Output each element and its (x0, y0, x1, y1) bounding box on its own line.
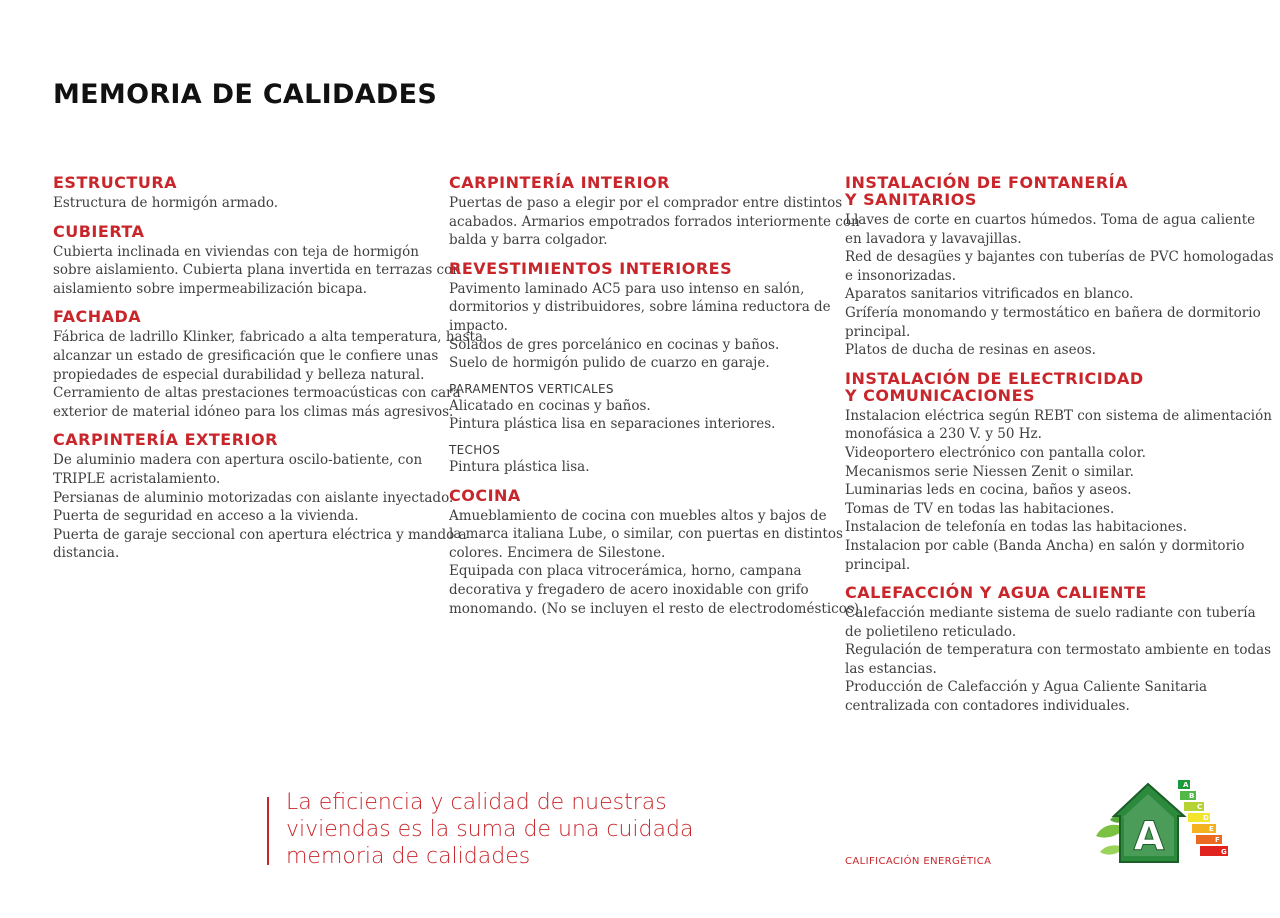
subsection-heading: PARAMENTOS VERTICALES (449, 381, 614, 396)
scale-letter: B (1189, 792, 1195, 800)
section-line: Red de desagües y bajantes con tuberías de PVC homologadas (845, 249, 1274, 266)
quote-divider (267, 797, 269, 865)
section-line: Luminarias leds en cocina, baños y aseos. (845, 482, 1132, 499)
section-line: Amueblamiento de cocina con muebles altos y bajos de (449, 507, 827, 524)
scale-letter: E (1209, 825, 1214, 833)
section-line: Calefacción mediante sistema de suelo radiante con tubería (845, 605, 1256, 622)
quote-line: viviendas es la suma de una cuidada (286, 817, 694, 842)
section-heading: CARPINTERÍA INTERIOR (449, 173, 670, 192)
quote-line: La eficiencia y calidad de nuestras (286, 790, 667, 815)
section-line: Estructura de hormigón armado. (53, 195, 279, 211)
section-electricidad (845, 368, 1272, 574)
section-line: acabados. Armarios empotrados forrados interiormente con (449, 213, 860, 230)
section-line: impacto. (449, 317, 508, 334)
section-line: monomando. (No se incluyen el resto de electrodomésticos). (449, 600, 864, 617)
subsection-heading: TECHOS (449, 442, 501, 457)
section-line: Cerramiento de altas prestaciones termoacústicas con cara (53, 385, 461, 402)
section-line: Equipada con placa vitrocerámica, horno, campana (449, 563, 802, 580)
section-line: monofásica a 230 V. y 50 Hz. (845, 426, 1042, 443)
section-line: Videoportero electrónico con pantalla color. (845, 444, 1146, 461)
column-2 (449, 173, 864, 628)
section-heading: ESTRUCTURA (53, 173, 178, 192)
section-line: de polietileno reticulado. (845, 623, 1017, 640)
section-line: la marca italiana Lube, o similar, con puertas en distintos (449, 526, 843, 543)
section-heading: FACHADA (53, 307, 142, 327)
tagline-quote (286, 789, 693, 870)
section-line: Puertas de paso a elegir por el comprador entre distintos (449, 195, 843, 211)
section-line: Pavimento laminado AC5 para uso intenso en salón, (449, 280, 805, 297)
section-line: distancia. (53, 545, 120, 562)
section-line: Fábrica de ladrillo Klinker, fabricado a alta temperatura, hasta (53, 329, 484, 346)
section-line: Instalacion eléctrica según REBT con sistema de alimentación (845, 407, 1272, 424)
section-line: Aparatos sanitarios vitrificados en blanco. (845, 286, 1134, 303)
section-heading: CUBIERTA (53, 221, 145, 241)
section-line: Puerta de garaje seccional con apertura eléctrica y mando a (53, 526, 467, 543)
column-3 (845, 173, 1274, 726)
quote-line: memoria de calidades (286, 844, 531, 869)
section-line: Grífería monomando y termostático en bañera de dormitorio (845, 304, 1261, 321)
scale-letter: G (1221, 848, 1227, 856)
section-line: Cubierta inclinada en viviendas con teja de hormigón (53, 243, 419, 260)
section-heading: Y SANITARIOS (845, 190, 977, 209)
section-line: principal. (845, 323, 911, 340)
section-cocina (449, 485, 864, 619)
section-line: Solados de gres porcelánico en cocinas y baños. (449, 336, 780, 353)
scale-letter: A (1183, 781, 1189, 789)
section-line: TRIPLE acristalamiento. (53, 470, 221, 487)
section-line: Pintura plástica lisa en separaciones interiores. (449, 416, 776, 433)
section-carpinteria-exterior (53, 430, 467, 563)
section-line: Producción de Calefacción y Agua Caliente Sanitaria (845, 679, 1208, 696)
section-line: Puerta de seguridad en acceso a la vivienda. (53, 508, 359, 525)
section-line: propiedades de especial durabilidad y belleza natural. (53, 366, 425, 383)
section-line: e insonorizadas. (845, 267, 957, 284)
section-line: en lavadora y lavavajillas. (845, 230, 1022, 247)
scale-letter: D (1203, 814, 1209, 822)
section-heading: COCINA (449, 485, 521, 505)
scale-letter: F (1215, 836, 1220, 844)
section-heading: INSTALACIÓN DE FONTANERÍA (845, 173, 1128, 192)
section-line: Regulación de temperatura con termostato ambiente en todas (845, 642, 1272, 659)
section-line: alcanzar un estado de gresificación que le confiere unas (53, 347, 439, 364)
section-revestimientos-interiores (449, 260, 834, 477)
section-line: exterior de material idóneo para los climas más agresivos. (53, 403, 454, 420)
section-carpinteria-interior (449, 173, 860, 250)
section-line: Persianas de aluminio motorizadas con aislante inyectado. (53, 489, 454, 506)
section-line: las estancias. (845, 660, 937, 677)
section-line: balda y barra colgador. (449, 232, 608, 249)
section-line: De aluminio madera con apertura oscilo-batiente, con (53, 452, 423, 469)
section-line: Instalacion por cable (Banda Ancha) en salón y dormitorio (845, 537, 1245, 554)
rating-letter: A (1133, 814, 1165, 860)
section-heading: REVESTIMIENTOS INTERIORES (449, 258, 733, 278)
section-heading: INSTALACIÓN DE ELECTRICIDAD (845, 368, 1144, 388)
section-line: centralizada con contadores individuales. (845, 698, 1130, 715)
section-line: decorativa y fregadero de acero inoxidable con grifo (449, 581, 809, 598)
section-line: Alicatado en cocinas y baños. (449, 397, 651, 414)
section-line: Suelo de hormigón pulido de cuarzo en garaje. (449, 355, 770, 372)
section-estructura (53, 174, 438, 213)
scale-letter: C (1197, 803, 1203, 811)
section-fontaneria (845, 173, 1274, 360)
section-heading: Y COMUNICACIONES (845, 385, 1036, 405)
section-line: Mecanismos serie Niessen Zenit o similar. (845, 463, 1134, 480)
section-line: colores. Encimera de Silestone. (449, 544, 666, 561)
section-heading: CARPINTERÍA EXTERIOR (53, 430, 278, 450)
energy-rating-badge (1092, 776, 1232, 868)
section-line: principal. (845, 556, 911, 573)
section-heading: CALEFACCIÓN Y AGUA CALIENTE (845, 583, 1147, 603)
page-title: MEMORIA DE CALIDADES (53, 79, 438, 110)
section-line: Tomas de TV en todas las habitaciones. (845, 500, 1115, 517)
section-line: Instalacion de telefonía en todas las habitaciones. (845, 519, 1188, 536)
section-calefaccion (845, 583, 1272, 716)
section-line: aislamiento sobre impermeabilización bicapa. (53, 280, 368, 297)
section-cubierta (53, 221, 461, 299)
section-line: Llaves de corte en cuartos húmedos. Toma de agua caliente (845, 212, 1256, 228)
section-line: dormitorios y distribuidores, sobre lámina reductora de (449, 299, 831, 316)
section-line: Platos de ducha de resinas en aseos. (845, 342, 1096, 359)
section-line: Pintura plástica lisa. (449, 458, 590, 475)
energy-rating-label: CALIFICACIÓN ENERGÉTICA (845, 856, 992, 867)
section-line: sobre aislamiento. Cubierta plana invertida en terrazas con (53, 262, 461, 279)
